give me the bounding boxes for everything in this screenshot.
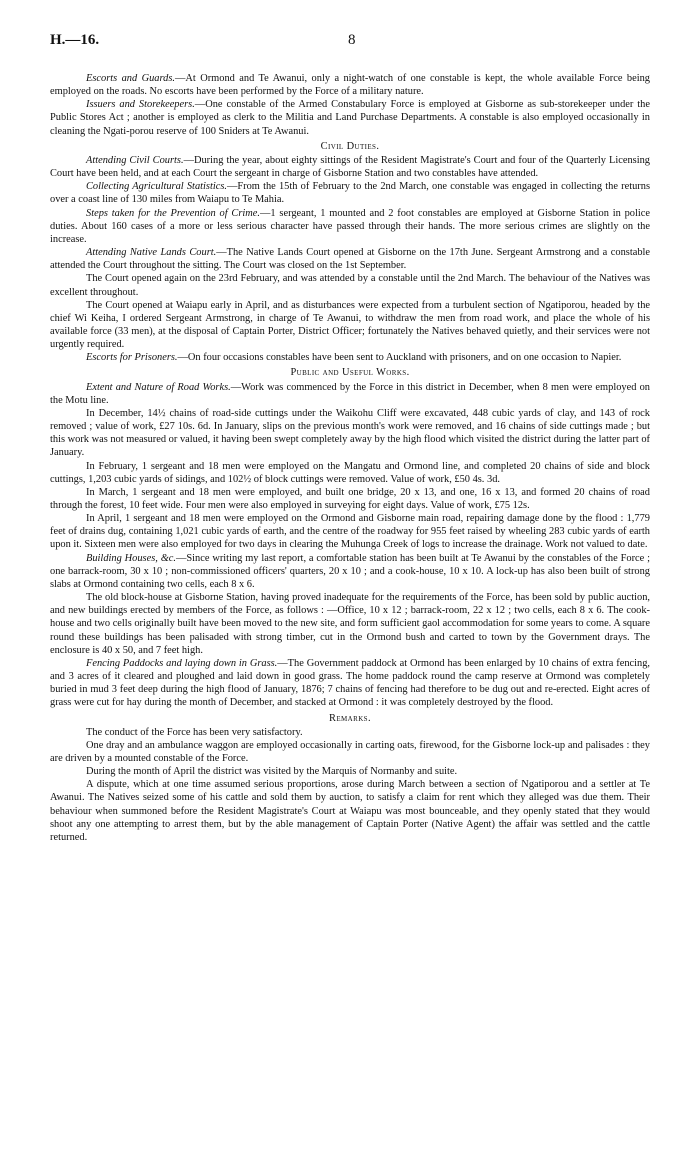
paragraph-lead: Fencing Paddocks and laying down in Grass. bbox=[86, 657, 278, 669]
paragraph-text: In April, 1 sergeant and 18 men were employed on the Ormond and Gisborne main road, repairing damage done by the flood : 1,779 feet of drains dug, containing 1,021 cubic yards of earth, and the centre of the roadway for 955 feet raised by wheeling 283 cubic yards of earth upon it. Sixteen men were also employed for two days in clearing the Muhunga Creek of logs to increase the drainage. Work not valued to date. bbox=[50, 513, 650, 551]
paragraph-text: —The Native Lands Court opened at Gisborne on the 17th June. Sergeant Armstrong and a constable attended the Court throughout the sitting. The Court was closed on the 1st September. bbox=[50, 247, 651, 272]
paragraph bbox=[50, 512, 650, 551]
paragraph bbox=[50, 460, 650, 486]
paragraph bbox=[50, 739, 650, 765]
page-number: 8 bbox=[348, 32, 356, 48]
paragraph-text: —Work was commenced by the Force in this district in December, when 8 men were employed on the Motu line. bbox=[50, 381, 650, 406]
paragraph bbox=[50, 299, 650, 352]
paragraph-lead: Attending Native Lands Court. bbox=[86, 247, 217, 259]
paragraph-text: In December, 14½ chains of road-side cuttings under the Waikohu Cliff were excavated, 448 cubic yards of clay, and 143 of rock removed ; value of work, £27 10s. 6d. In January, slips on the previous month's work were removed, and 16 chains of side cuttings made ; but this work was not measured or valued, it having been swept completely away by the high flood which visited the district during the latter part of January. bbox=[50, 407, 650, 459]
paragraph bbox=[50, 778, 650, 844]
paragraph bbox=[50, 207, 650, 246]
document-body bbox=[50, 72, 650, 844]
paragraph-lead: Steps taken for the Prevention of Crime. bbox=[86, 207, 261, 219]
paragraph-text: —Since writing my last report, a comfortable station has been built at Te Awanui by the constables of the Force ; one barrack-room, 30 x 10 ; non-commissioned officers' quarters, 20 x 10 ; and a cook-house, 10 x 10. A lock-up has also been built of strong slabs at Ormond containing two cells, each 8 x 6. bbox=[50, 552, 651, 590]
paragraph bbox=[50, 154, 650, 180]
paragraph bbox=[50, 381, 650, 407]
paragraph bbox=[50, 98, 650, 137]
paragraph-text: The Court opened at Waiapu early in April, and as disturbances were expected from a turbulent section of Ngatiporou, headed by the chief Wi Keiha, I ordered Sergeant Armstrong, in charge of Te Awanui, to withdraw the men from road work, and place the whole of his available force (33 men), at the disposal of Captain Porter, District Officer; fortunately the Natives behaved quietly, and their services were not urgently required. bbox=[50, 299, 650, 351]
section-heading: Civil Duties. bbox=[320, 140, 380, 152]
paragraph-text: The conduct of the Force has been very satisfactory. bbox=[86, 726, 303, 738]
paragraph bbox=[50, 591, 650, 657]
paragraph-text: —1 sergeant, 1 mounted and 2 foot constables are employed at Gisborne Station in police duties. About 160 cases of a more or less serious character have passed through their hands. The more serious crimes are slightly on the increase. bbox=[50, 207, 650, 245]
paragraph bbox=[50, 657, 650, 710]
paragraph-text: The Court opened again on the 23rd February, and was attended by a constable until the 2nd March. The behaviour of the Natives was excellent throughout. bbox=[50, 273, 650, 298]
paragraph bbox=[50, 407, 650, 460]
paragraph bbox=[50, 246, 650, 272]
paragraph-text: —One constable of the Armed Constabulary Force is employed at Gisborne as sub-storekeeper under the Public Stores Act ; another is employed as clerk to the Militia and Land Purchase Departments. A constable is also employed occasionally in cleaning the Ngati-porou reserve of 100 Sniders at Te Awanui. bbox=[50, 99, 650, 137]
paragraph-text: In February, 1 sergeant and 18 men were employed on the Mangatu and Ormond line, and completed 20 chains of side and block cuttings, 1,203 cubic yards of sidings, and 102½ of block cuttings were removed. Value of work, £50 4s. 3d. bbox=[50, 460, 650, 485]
paragraph bbox=[50, 726, 650, 739]
paragraph bbox=[50, 552, 650, 591]
section-heading: Remarks. bbox=[329, 712, 371, 724]
paragraph-lead: Building Houses, &c. bbox=[86, 552, 176, 564]
paragraph-lead: Collecting Agricultural Statistics. bbox=[86, 181, 227, 193]
paragraph bbox=[50, 180, 650, 206]
paragraph bbox=[50, 486, 650, 512]
paragraph-text: —During the year, about eighty sittings of the Resident Magistrate's Court and four of the Quarterly Licensing Court have been held, and at each Court the sergeant in charge of Gisborne Station and two constables have attended. bbox=[50, 154, 650, 180]
paragraph-lead: Issuers and Storekeepers. bbox=[86, 99, 195, 111]
paragraph-text: —On four occasions constables have been sent to Auckland with prisoners, and on one occasion to Napier. bbox=[177, 352, 622, 364]
paragraph-lead: Attending Civil Courts. bbox=[86, 154, 184, 166]
paragraph bbox=[50, 351, 650, 364]
paragraph bbox=[50, 765, 650, 778]
paragraph bbox=[50, 72, 650, 98]
paragraph-text: The old block-house at Gisborne Station, having proved inadequate for the requirements of the Force, has been sold by public auction, and new buildings erected by members of the Force, as follows : —Office, 10 x 12 ; barrack-room, 22 x 12 ; two cells, each 8 x 6. The cook-house and two cells originally built have been moved to the new site, and form sufficient gaol accommodation for some years to come. A square round these buildings has been palisaded with strong timber, cut in the Ormond bush and carted to town by the Government drays. The enclosure is 40 x 50, and 7 feet high. bbox=[50, 592, 650, 656]
page-header bbox=[50, 32, 650, 60]
paragraph bbox=[50, 272, 650, 298]
paragraph-lead: Escorts for Prisoners. bbox=[86, 352, 178, 364]
paragraph-text: One dray and an ambulance waggon are employed occasionally in carting oats, firewood, for the Gisborne lock-up and palisades : they are driven by a mounted constable of the Force. bbox=[50, 739, 650, 764]
paragraph-text: A dispute, which at one time assumed serious proportions, arose during March between a section of Ngatiporou and a settler at Te Awanui. The Natives seized some of his cattle and sold them by auction, to satisfy a claim for rent which they alleged was due them. Their behaviour when summoned before the Resident Magistrate's Court at Waiapu was most bounceable, and they openly stated that they would shoot any one attempting to arrest them, but by the able management of Captain Porter (Native Agent) the affair was settled and the cattle returned. bbox=[50, 779, 650, 843]
paragraph-lead: Escorts and Guards. bbox=[86, 73, 175, 84]
section-heading: Public and Useful Works. bbox=[290, 367, 410, 379]
document-reference: H.—16. bbox=[50, 32, 100, 48]
paragraph-text: —The Government paddock at Ormond has been enlarged by 10 chains of extra fencing, and 3 acres of it cleared and ploughed and laid down in good grass. The home paddock round the camp reserve at Ormond was completely buried in mud 3 feet deep during the high flood of January, 1876; 7 chains of fencing had therefore to be dug out and re-erected. Eight acres of grass were cut for hay during the month of December, and stacked at Ormond : it was completely destroyed by the flood. bbox=[50, 657, 651, 709]
paragraph-text: —At Ormond and Te Awanui, only a night-watch of one constable is kept, the whole available Force being employed on the roads. No escorts have been performed by the Force of a military nature. bbox=[50, 73, 650, 98]
paragraph-text: —From the 15th of February to the 2nd March, one constable was engaged in collecting the returns over a coast line of 130 miles from Waiapu to Te Mahia. bbox=[50, 181, 650, 206]
paragraph-lead: Extent and Nature of Road Works. bbox=[86, 381, 231, 393]
paragraph-text: In March, 1 sergeant and 18 men were employed, and built one bridge, 20 x 13, and one, 16 x 13, and formed 20 chains of road through the forest, 10 feet wide. Four men were also employed in surveying for eight days. Value of work, £75 12s. bbox=[50, 486, 650, 511]
paragraph-text: During the month of April the district was visited by the Marquis of Normanby and suite. bbox=[86, 766, 458, 778]
